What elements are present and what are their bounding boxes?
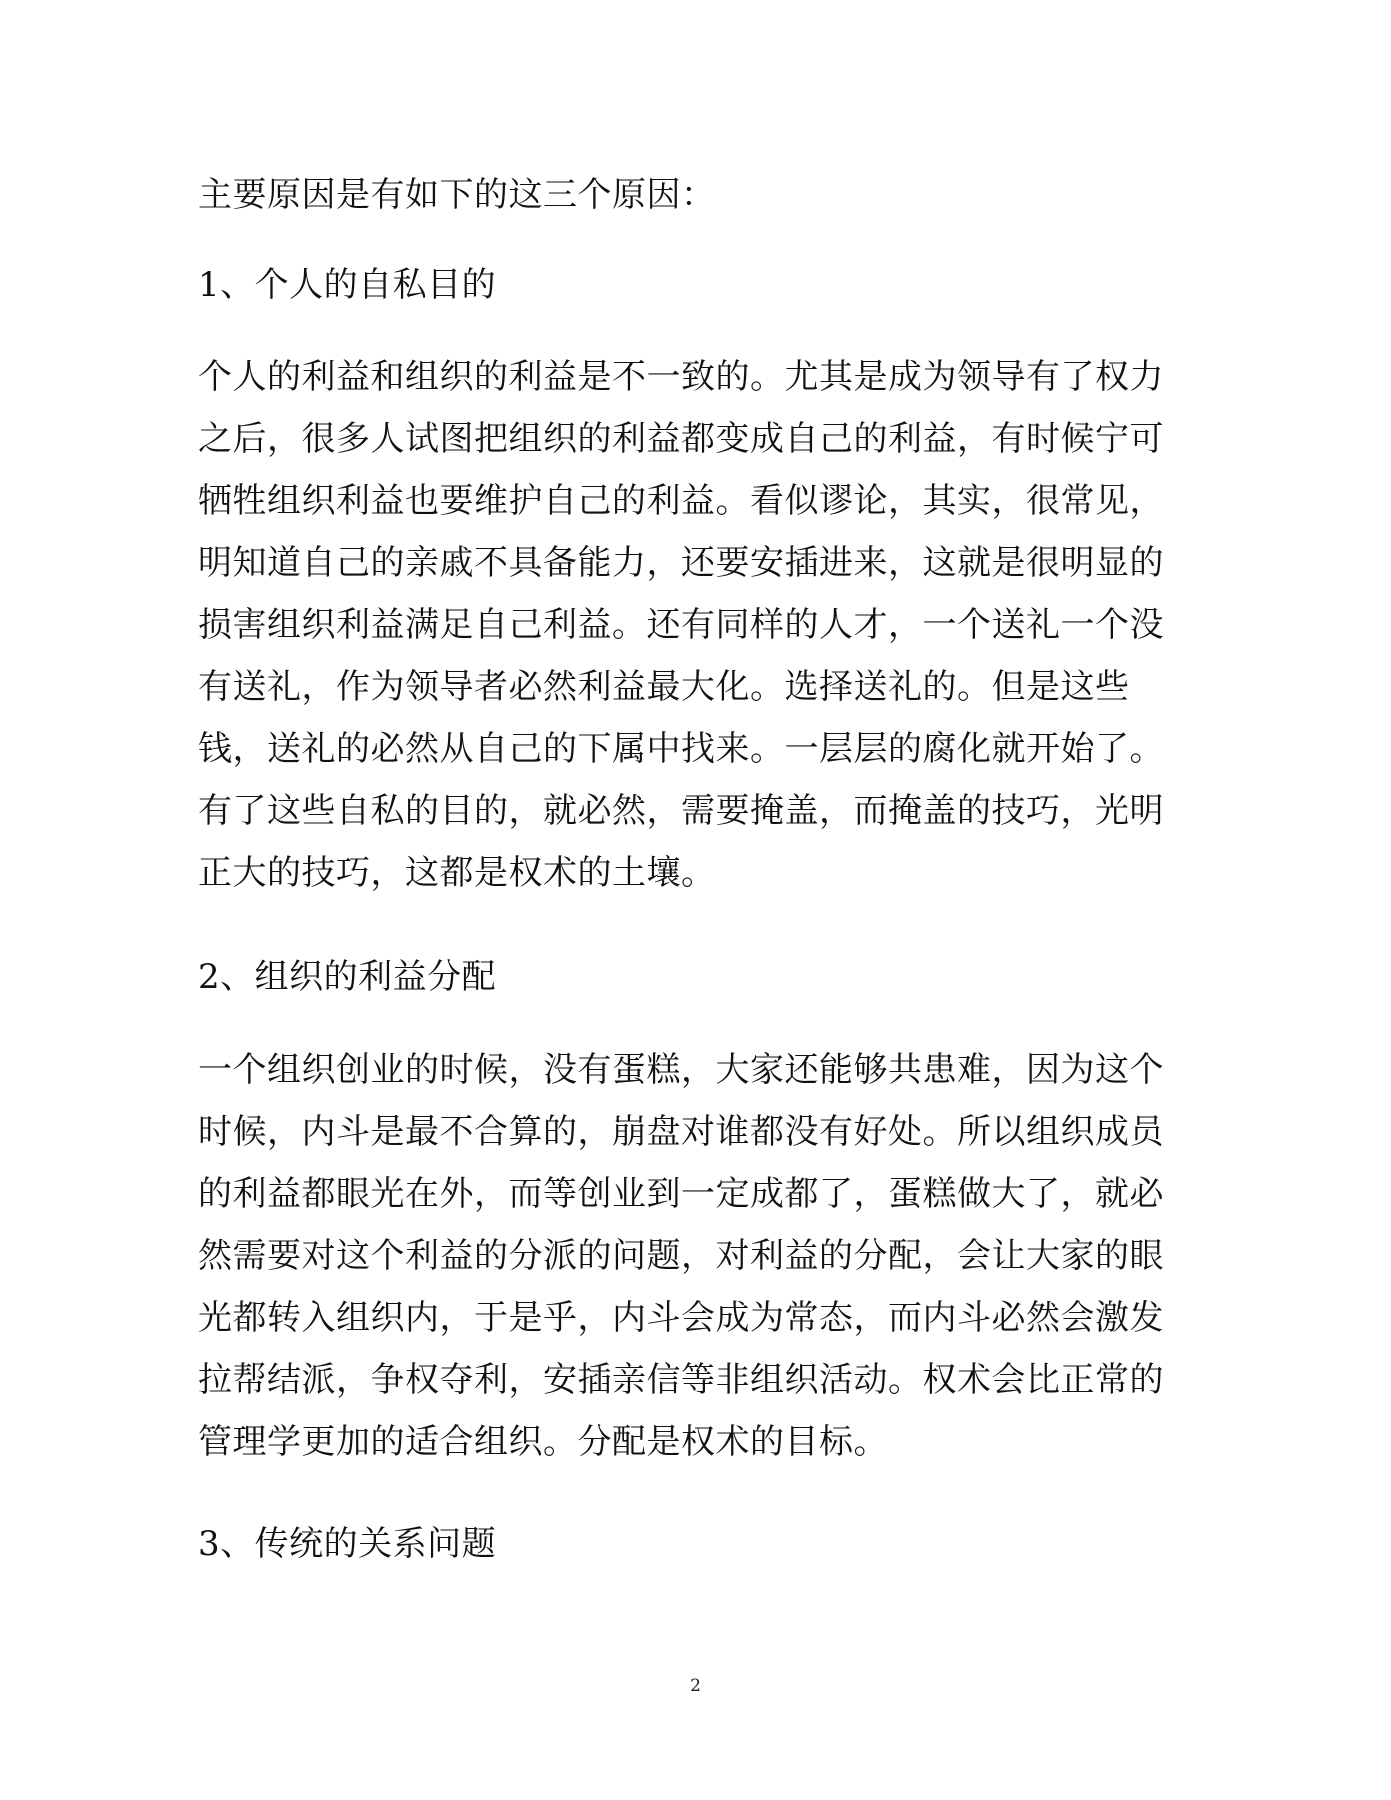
paragraph-line: 有了这些自私的目的，就必然，需要掩盖，而掩盖的技巧，光明: [198, 791, 1164, 831]
section-heading-3-text: 3、传统的关系问题: [198, 1524, 497, 1564]
paragraph-line: 光都转入组织内，于是乎，内斗会成为常态，而内斗必然会激发: [198, 1298, 1164, 1338]
paragraph-line: 时候，内斗是最不合算的，崩盘对谁都没有好处。所以组织成员: [198, 1112, 1164, 1152]
paragraph-line: 一个组织创业的时候，没有蛋糕，大家还能够共患难，因为这个: [198, 1050, 1164, 1090]
section-heading-2: [198, 946, 1178, 1008]
section-heading-1-text: 1、个人的自私目的: [198, 265, 497, 305]
paragraph-line: 损害组织利益满足自己利益。还有同样的人才，一个送礼一个没: [198, 605, 1164, 645]
paragraph-line: 然需要对这个利益的分派的问题，对利益的分配，会让大家的眼: [198, 1236, 1164, 1276]
paragraph-line: 管理学更加的适合组织。分配是权术的目标。: [198, 1422, 888, 1462]
paragraph-line: 拉帮结派，争权夺利，安插亲信等非组织活动。权术会比正常的: [198, 1360, 1164, 1400]
paragraph-line: 的利益都眼光在外，而等创业到一定成都了，蛋糕做大了，就必: [198, 1174, 1164, 1214]
paragraph-line: 钱，送礼的必然从自己的下属中找来。一层层的腐化就开始了。: [198, 729, 1164, 769]
paragraph-line: 正大的技巧，这都是权术的土壤。: [198, 853, 716, 893]
paragraph-line: 之后，很多人试图把组织的利益都变成自己的利益，有时候宁可: [198, 419, 1164, 459]
paragraph-line: 个人的利益和组织的利益是不一致的。尤其是成为领导有了权力: [198, 357, 1164, 397]
page-number: 2: [690, 1676, 701, 1696]
paragraph-line: 牺牲组织利益也要维护自己的利益。看似谬论，其实，很常见，: [198, 481, 1164, 521]
section-heading-1: [198, 254, 1178, 316]
section-heading-3: [198, 1513, 1178, 1575]
section-1-paragraph: [198, 346, 1178, 904]
paragraph-line: 明知道自己的亲戚不具备能力，还要安插进来，这就是很明显的: [198, 543, 1164, 583]
paragraph-line: 有送礼，作为领导者必然利益最大化。选择送礼的。但是这些: [198, 667, 1130, 707]
intro-line: 主要原因是有如下的这三个原因：: [198, 175, 716, 215]
section-heading-2-text: 2、组织的利益分配: [198, 957, 497, 997]
section-2-paragraph: [198, 1039, 1178, 1473]
intro-paragraph: [198, 164, 1178, 226]
